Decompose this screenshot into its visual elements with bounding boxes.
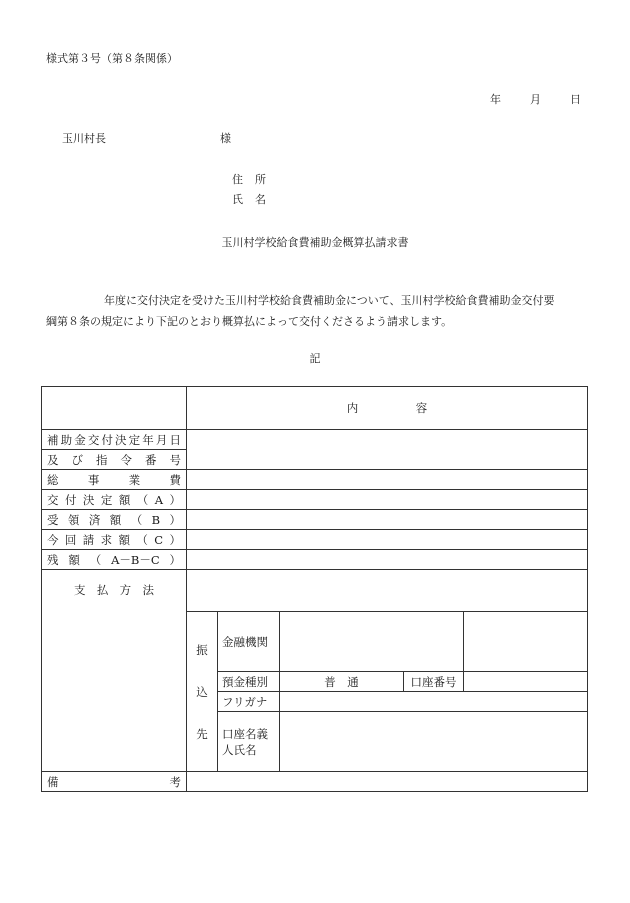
transfer-char-3: 先 <box>196 726 208 741</box>
value-account-holder[interactable] <box>280 712 588 772</box>
addressee-honorific: 様 <box>220 132 231 145</box>
value-payment-method[interactable] <box>187 570 588 612</box>
value-account-number[interactable] <box>464 672 588 692</box>
value-total-cost[interactable] <box>187 470 588 490</box>
value-bank-branch[interactable] <box>464 612 588 672</box>
label-request-amount: 今回請求額（C） <box>42 530 187 550</box>
form-number: 様式第３号（第８条関係） <box>46 52 178 65</box>
label-balance: 残額（A－B－C） <box>42 550 187 570</box>
row-total-cost <box>42 470 588 490</box>
row-grant-amount <box>42 490 588 510</box>
payment-method-cell <box>42 570 187 772</box>
content-header: 内 容 <box>187 387 588 430</box>
transfer-char-1: 振 <box>196 642 208 657</box>
label-received-amount: 受領済額（B） <box>42 510 187 530</box>
transfer-label <box>187 612 218 772</box>
addressee-name: 玉川村長 <box>62 132 106 145</box>
value-deposit-type[interactable]: 普 通 <box>280 672 404 692</box>
request-form-table <box>41 386 588 792</box>
label-payment-method: 支払方法 <box>74 583 154 597</box>
value-balance[interactable] <box>187 550 588 570</box>
value-furigana[interactable] <box>280 692 588 712</box>
label-grant-amount: 交付決定額（A） <box>42 490 187 510</box>
label-decision-date-1: 補助金交付決定年月日 <box>42 430 187 450</box>
ki-heading: 記 <box>309 352 321 365</box>
label-deposit-type: 預金種別 <box>218 672 280 692</box>
row-payment-method <box>42 570 588 612</box>
body-text-line-1: 年度に交付決定を受けた玉川村学校給食費補助金について、玉川村学校給食費補助金交付要 <box>104 294 555 307</box>
date-day: 日 <box>570 93 581 106</box>
label-remarks: 備考 <box>42 772 187 792</box>
address-label: 住所 <box>232 173 278 186</box>
value-decision-date[interactable] <box>187 430 588 470</box>
label-account-holder-2: 人氏名 <box>222 742 257 757</box>
body-text-line-2: 綱第８条の規定により下記のとおり概算払によって交付くださるよう請求します。 <box>46 315 453 328</box>
row-received-amount <box>42 510 588 530</box>
transfer-char-2: 込 <box>196 684 208 699</box>
document-title: 玉川村学校給食費補助金概算払請求書 <box>221 236 409 249</box>
label-decision-date-2: 及び指令番号 <box>42 450 187 470</box>
value-request-amount[interactable] <box>187 530 588 550</box>
label-furigana: フリガナ <box>218 692 280 712</box>
date-month: 月 <box>530 93 541 106</box>
table-header-row <box>42 387 588 430</box>
label-account-holder <box>218 712 280 772</box>
label-account-holder-1: 口座名義 <box>222 726 268 741</box>
row-request-amount <box>42 530 588 550</box>
label-total-cost: 総事業費 <box>42 470 187 490</box>
name-label: 氏名 <box>232 193 278 206</box>
row-decision-date <box>42 430 588 450</box>
value-received-amount[interactable] <box>187 510 588 530</box>
header-empty-cell <box>42 387 187 430</box>
value-bank-name[interactable] <box>280 612 464 672</box>
label-account-number: 口座番号 <box>404 672 464 692</box>
value-grant-amount[interactable] <box>187 490 588 510</box>
row-balance <box>42 550 588 570</box>
label-bank: 金融機関 <box>218 612 280 672</box>
value-remarks[interactable] <box>187 772 588 792</box>
date-year: 年 <box>490 93 501 106</box>
row-remarks <box>42 772 588 792</box>
